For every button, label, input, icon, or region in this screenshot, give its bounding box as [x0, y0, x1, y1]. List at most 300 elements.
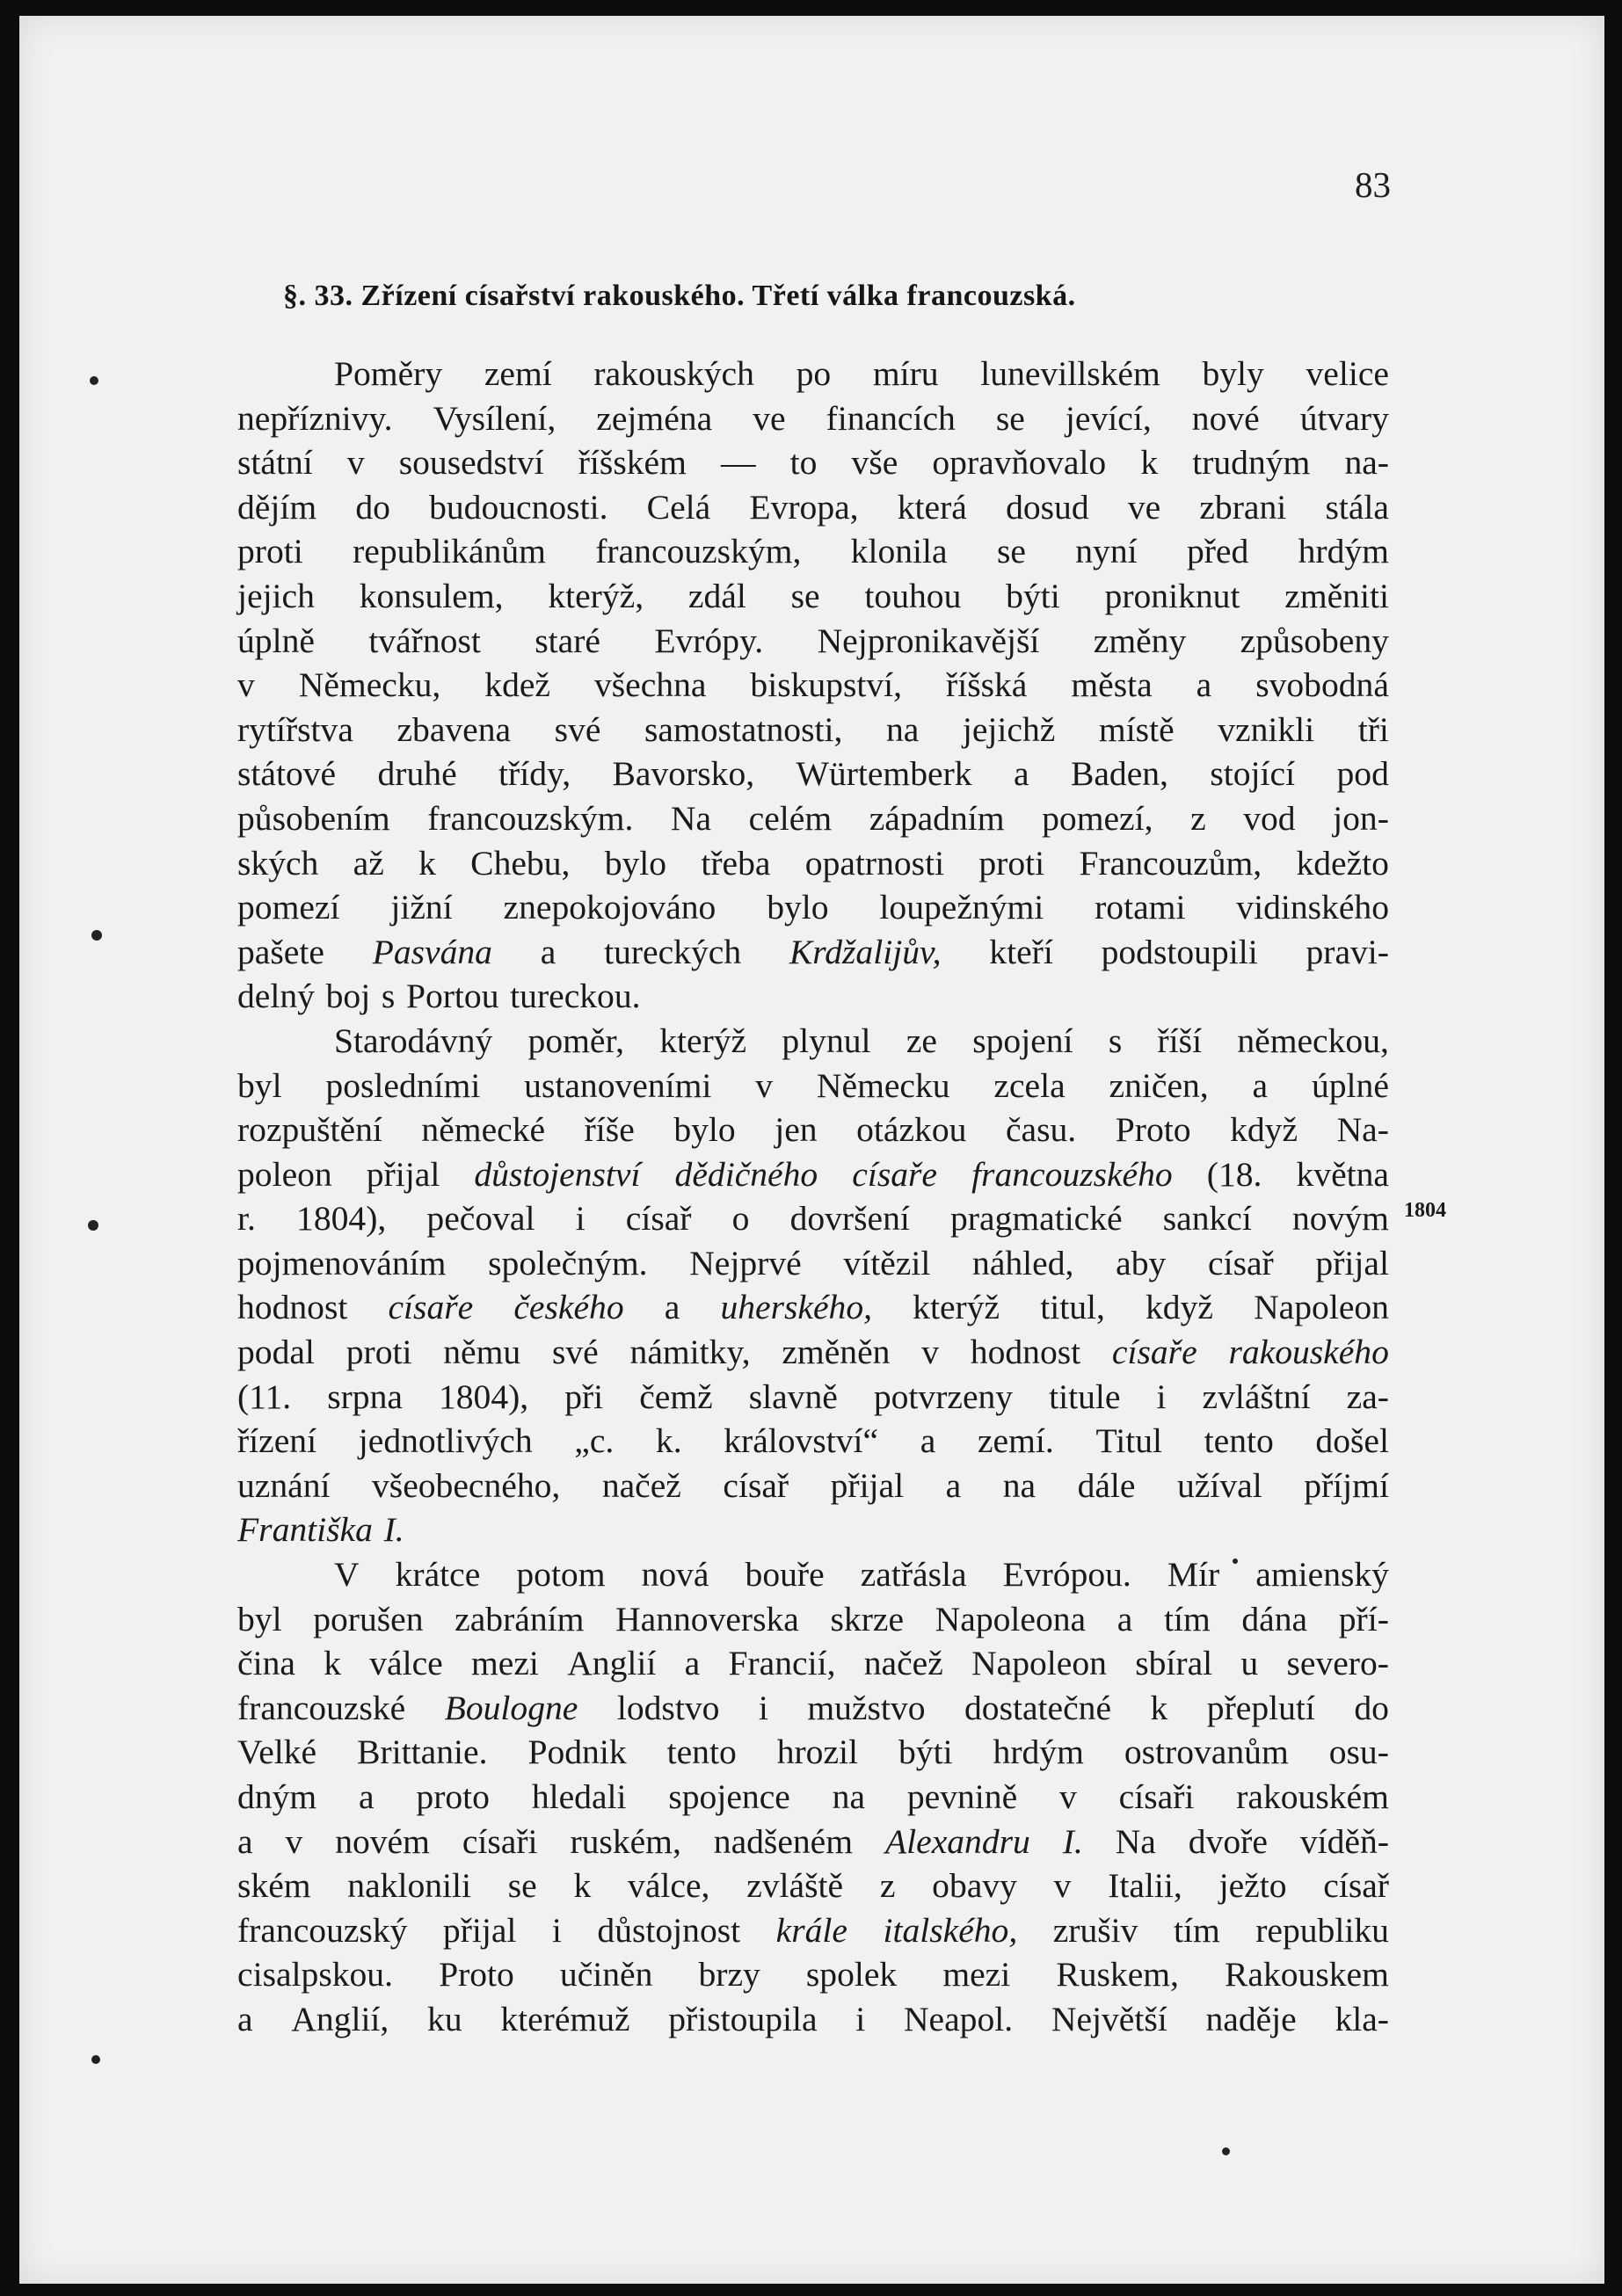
- text-line: [237, 529, 1389, 574]
- word: bylo: [604, 843, 667, 883]
- word: sousedství: [398, 443, 544, 483]
- word: za-: [1346, 1377, 1389, 1416]
- text-line: [237, 574, 1389, 619]
- word: před: [1186, 532, 1249, 571]
- word: ském: [237, 1866, 311, 1906]
- word: kterýž: [659, 1021, 747, 1060]
- word: otázkou: [856, 1110, 967, 1150]
- word: to: [789, 443, 818, 483]
- word: času.: [1005, 1110, 1077, 1150]
- word: námitky,: [629, 1333, 751, 1372]
- word: do: [355, 487, 390, 527]
- word: velice: [1306, 354, 1389, 393]
- word: císař: [1208, 1243, 1274, 1282]
- word: zvláště: [746, 1866, 844, 1906]
- word: císaře: [1111, 1333, 1197, 1372]
- word: dána: [1241, 1599, 1308, 1638]
- word: a: [684, 1644, 701, 1683]
- word: z: [879, 1866, 896, 1906]
- word: naděje: [1205, 1999, 1297, 2038]
- word: zrušiv: [1052, 1910, 1138, 1950]
- word: (18.: [1206, 1154, 1262, 1194]
- word: boj: [325, 977, 371, 1016]
- word: hodnost: [970, 1333, 1081, 1372]
- word: nadšeném: [713, 1821, 854, 1861]
- word: osu-: [1328, 1733, 1389, 1772]
- word: zejména: [596, 398, 713, 438]
- word: znepokojováno: [503, 888, 716, 927]
- word: z: [1190, 798, 1206, 838]
- word: dostatečné: [964, 1688, 1112, 1727]
- section-heading: §. 33. Zřízení císařství rakouského. Třetí válka francouzská.: [283, 280, 1076, 312]
- word: státové: [237, 754, 337, 794]
- word: biskupství,: [750, 665, 903, 705]
- word: tvářnost: [368, 621, 481, 660]
- word: němu: [443, 1333, 521, 1372]
- word: mezi: [471, 1644, 539, 1683]
- word: bouře: [745, 1555, 825, 1595]
- word: proti: [978, 843, 1045, 883]
- word: na: [832, 1777, 866, 1816]
- word: a: [1196, 665, 1212, 705]
- word: lodstvo: [616, 1688, 720, 1727]
- word: v: [237, 665, 255, 705]
- word: i: [551, 1910, 562, 1950]
- word: důstojenství: [474, 1154, 641, 1194]
- word: konsulem,: [359, 576, 504, 615]
- word: a: [664, 1288, 680, 1327]
- word: kteří: [989, 932, 1053, 971]
- word: sbíral: [1135, 1644, 1213, 1683]
- text-line: [237, 1419, 1389, 1464]
- word: pravi-: [1306, 932, 1389, 971]
- word: Proto: [439, 1955, 514, 1994]
- word: u: [1240, 1644, 1259, 1683]
- text-line: [237, 1820, 1389, 1864]
- word: a: [359, 1777, 375, 1816]
- word: proto: [416, 1777, 490, 1816]
- word: mužstvo: [807, 1688, 926, 1727]
- word: zbavena: [396, 709, 512, 749]
- word: nové: [1191, 398, 1260, 438]
- word: jejich: [237, 576, 315, 615]
- word: dovršení: [789, 1199, 910, 1239]
- word: poleon: [237, 1154, 332, 1194]
- word: rakouských: [593, 354, 754, 393]
- word: Evropa,: [749, 487, 859, 527]
- word: a: [540, 932, 556, 971]
- word: vznikli: [1218, 709, 1315, 749]
- word: změny: [1093, 621, 1187, 660]
- word: financích: [826, 398, 956, 438]
- text-line: [237, 930, 1389, 975]
- word: uznání: [237, 1465, 331, 1505]
- word: mezi: [942, 1955, 1011, 1994]
- word: rakouského: [1228, 1333, 1389, 1372]
- word: císaře: [852, 1154, 937, 1194]
- text-line: [237, 1019, 1389, 1064]
- word: titule: [1049, 1377, 1121, 1416]
- word: kterýž,: [548, 576, 644, 615]
- word: Pasvána: [372, 932, 492, 971]
- word: dědičného: [674, 1154, 818, 1194]
- word: způsobeny: [1240, 621, 1389, 660]
- word: třeba: [701, 843, 771, 883]
- word: když: [1230, 1110, 1298, 1150]
- word: ruském,: [570, 1821, 681, 1861]
- text-line: [237, 708, 1389, 752]
- word: učiněn: [559, 1955, 653, 1994]
- word: republiku: [1255, 1910, 1389, 1950]
- text-line: [237, 752, 1389, 796]
- word: jen: [775, 1110, 818, 1150]
- word: jejichž: [962, 709, 1056, 749]
- word: proniknut: [1104, 576, 1240, 615]
- word: Největší: [1051, 1999, 1167, 2038]
- word: Proto: [1115, 1110, 1191, 1150]
- word: tento: [666, 1733, 737, 1772]
- text-line: [237, 1108, 1389, 1152]
- word: hrdým: [1298, 532, 1389, 571]
- word: na: [885, 709, 920, 749]
- word: býti: [1006, 576, 1060, 615]
- word: pevnině: [906, 1777, 1018, 1816]
- word: místě: [1098, 709, 1175, 749]
- word: byl: [237, 1065, 282, 1105]
- word: uherského,: [720, 1288, 873, 1327]
- word: I.: [1062, 1821, 1083, 1861]
- word: francouzské: [237, 1688, 406, 1727]
- text-line: [237, 1686, 1389, 1731]
- word: císaře: [388, 1288, 474, 1327]
- word: potvrzeny: [873, 1377, 1014, 1416]
- text-line: [237, 1464, 1389, 1508]
- text-line: [237, 1196, 1389, 1241]
- word: Boulogne: [444, 1688, 578, 1727]
- word: společným.: [488, 1243, 648, 1282]
- word: úplně: [237, 621, 315, 660]
- word: Františka: [237, 1510, 373, 1550]
- word: jevící,: [1065, 398, 1152, 438]
- word: po: [796, 354, 832, 393]
- word: nyní: [1075, 532, 1138, 571]
- word: —: [720, 443, 756, 483]
- word: válce,: [628, 1866, 710, 1906]
- word: a: [1116, 1599, 1133, 1638]
- word: Titul: [1095, 1421, 1162, 1461]
- word: r.: [237, 1199, 256, 1239]
- word: dosud: [1006, 487, 1089, 527]
- word: hledali: [531, 1777, 627, 1816]
- word: pomezí: [237, 888, 340, 927]
- word: Chebu,: [470, 843, 571, 883]
- text-line: [237, 1997, 1389, 2042]
- word: potom: [516, 1555, 606, 1595]
- word: když: [1146, 1288, 1213, 1327]
- word: spolek: [805, 1955, 898, 1994]
- word: k: [324, 1644, 341, 1683]
- word: říšská: [946, 665, 1028, 705]
- text-line: [237, 1152, 1389, 1197]
- word: německou,: [1237, 1021, 1389, 1060]
- word: císař: [1323, 1866, 1389, 1906]
- word: staré: [535, 621, 600, 660]
- word: vše: [851, 443, 898, 483]
- word: došel: [1315, 1421, 1389, 1461]
- word: českého: [513, 1288, 624, 1327]
- word: pašete: [237, 932, 324, 971]
- word: jižní: [390, 888, 453, 927]
- word: Francií,: [728, 1644, 836, 1683]
- word: novým: [1292, 1199, 1389, 1239]
- word: porušen: [313, 1599, 424, 1638]
- word: tím: [1173, 1910, 1220, 1950]
- word: čina: [237, 1644, 295, 1683]
- word: celém: [748, 798, 833, 838]
- word: Anglií: [567, 1644, 657, 1683]
- word: byly: [1202, 354, 1264, 393]
- word: i: [575, 1199, 586, 1239]
- text-line: [237, 1908, 1389, 1953]
- word: tureckých: [604, 932, 742, 971]
- word: víděň-: [1299, 1821, 1389, 1861]
- word: ostrovanům: [1124, 1733, 1289, 1772]
- word: Italii,: [1108, 1866, 1182, 1906]
- word: kterémuž: [500, 1999, 630, 2038]
- word: a: [1013, 754, 1029, 794]
- word: pomezí,: [1042, 798, 1153, 838]
- text-line: [237, 1641, 1389, 1686]
- print-speck: [91, 930, 102, 941]
- word: císaři: [462, 1821, 538, 1861]
- word: Velké: [237, 1733, 317, 1772]
- word: býti: [898, 1733, 953, 1772]
- word: ku: [427, 1999, 462, 2038]
- word: nová: [641, 1555, 709, 1595]
- text-line: [237, 1508, 1389, 1552]
- word: města: [1071, 665, 1153, 705]
- word: jednotlivých: [358, 1421, 533, 1461]
- word: království“: [724, 1421, 879, 1461]
- word: svobodná: [1255, 665, 1389, 705]
- word: kdežto: [1296, 843, 1389, 883]
- word: rotami: [1095, 888, 1186, 927]
- word: francouzským.: [427, 798, 634, 838]
- text-line: [237, 841, 1389, 886]
- word: pří-: [1338, 1599, 1389, 1638]
- word: francouzský: [237, 1910, 408, 1950]
- word: pečoval: [426, 1199, 535, 1239]
- word: stála: [1325, 487, 1389, 527]
- word: své: [551, 1333, 599, 1372]
- word: o: [731, 1199, 750, 1239]
- word: I.: [383, 1510, 404, 1550]
- text-line: [237, 1775, 1389, 1820]
- word: útvary: [1299, 398, 1389, 438]
- word: „c.: [574, 1421, 615, 1461]
- print-speck: [1222, 2147, 1230, 2155]
- word: císař: [625, 1199, 692, 1239]
- word: dným: [237, 1777, 317, 1816]
- word: na: [1002, 1465, 1036, 1505]
- word: do: [1354, 1688, 1389, 1727]
- word: Napoleona: [935, 1599, 1087, 1638]
- word: v: [921, 1333, 940, 1372]
- word: v: [755, 1065, 774, 1105]
- word: říšském: [578, 443, 687, 483]
- word: hrdým: [993, 1733, 1084, 1772]
- word: se: [790, 576, 820, 615]
- word: zcela: [993, 1065, 1066, 1105]
- word: brzy: [698, 1955, 760, 1994]
- word: kla-: [1335, 1999, 1389, 2038]
- word: delný: [237, 977, 315, 1016]
- word: zbrani: [1199, 487, 1287, 527]
- text-line: [237, 440, 1389, 485]
- word: kdež: [484, 665, 550, 705]
- word: státní: [237, 443, 313, 483]
- word: přeplutí: [1206, 1688, 1315, 1727]
- word: ježto: [1218, 1866, 1287, 1906]
- word: i: [758, 1688, 768, 1727]
- word: nepříznivy.: [237, 398, 393, 438]
- word: naklonili: [347, 1866, 472, 1906]
- print-speck: [88, 1220, 98, 1231]
- word: Německu,: [298, 665, 441, 705]
- word: tři: [1357, 709, 1389, 749]
- word: v: [285, 1821, 303, 1861]
- word: republikánům: [353, 532, 546, 571]
- word: Krdžalijův,: [789, 932, 942, 971]
- word: jon-: [1333, 798, 1389, 838]
- word: proti: [345, 1333, 412, 1372]
- word: zvláštní: [1202, 1377, 1311, 1416]
- word: a: [237, 1999, 253, 2038]
- word: Alexandru: [884, 1821, 1030, 1861]
- word: kterýž: [913, 1288, 1000, 1327]
- word: Německu: [816, 1065, 950, 1105]
- word: lunevillském: [980, 354, 1160, 393]
- word: přijal: [830, 1465, 905, 1505]
- word: podal: [237, 1333, 315, 1372]
- word: ských: [237, 843, 319, 883]
- word: všeobecného,: [372, 1465, 561, 1505]
- word: k: [1150, 1688, 1168, 1727]
- word: Vysílení,: [433, 398, 556, 438]
- word: v: [1053, 1866, 1072, 1906]
- word: zdál: [687, 576, 746, 615]
- text-line: [237, 619, 1389, 664]
- text-line: [237, 885, 1389, 930]
- word: k.: [655, 1421, 682, 1461]
- book-page: [19, 16, 1604, 2284]
- word: aby: [1116, 1243, 1167, 1282]
- word: bylo: [767, 888, 829, 927]
- word: vidinského: [1236, 888, 1389, 927]
- word: zatřásla: [860, 1555, 967, 1595]
- text-line: [237, 1952, 1389, 1997]
- word: své: [554, 709, 601, 749]
- word: německé: [421, 1110, 546, 1150]
- word: s: [381, 977, 396, 1016]
- print-speck: [90, 376, 98, 385]
- word: ve: [753, 398, 786, 438]
- word: s: [1108, 1021, 1123, 1060]
- word: a: [237, 1821, 253, 1861]
- word: hodnost: [237, 1288, 348, 1327]
- word: dvoře: [1188, 1821, 1268, 1861]
- word: obavy: [932, 1866, 1017, 1906]
- word: Napoleon: [1254, 1288, 1389, 1327]
- word: a: [945, 1465, 962, 1505]
- word: válce: [369, 1644, 443, 1683]
- word: Ruskem,: [1056, 1955, 1179, 1994]
- word: působením: [237, 798, 390, 838]
- word: ustanoveními: [524, 1065, 712, 1105]
- word: zemí.: [977, 1421, 1054, 1461]
- word: dále: [1077, 1465, 1136, 1505]
- word: rakouském: [1236, 1777, 1389, 1816]
- word: francouzského: [971, 1154, 1173, 1194]
- word: krále: [775, 1910, 847, 1950]
- word: Portou: [405, 977, 499, 1016]
- word: všechna: [593, 665, 707, 705]
- word: Na: [1115, 1821, 1156, 1861]
- text-line: [237, 1730, 1389, 1775]
- word: Celá: [646, 487, 711, 527]
- print-speck: [1233, 1559, 1238, 1564]
- text-line: [237, 485, 1389, 530]
- word: Bavorsko,: [612, 754, 755, 794]
- word: Rakouskem: [1225, 1955, 1389, 1994]
- word: míru: [872, 354, 939, 393]
- word: Evrópy.: [654, 621, 764, 660]
- word: poměr,: [527, 1021, 624, 1060]
- word: dějím: [237, 487, 317, 527]
- word: (11.: [237, 1377, 292, 1416]
- text-line: [237, 1330, 1389, 1375]
- word: severo-: [1286, 1644, 1389, 1683]
- word: italského,: [883, 1910, 1018, 1950]
- word: Podnik: [527, 1733, 627, 1772]
- word: novém: [335, 1821, 430, 1861]
- word: přijal: [1315, 1243, 1389, 1282]
- body-text: [237, 352, 1389, 2042]
- word: říše: [584, 1110, 635, 1150]
- word: Poměry: [334, 354, 443, 393]
- word: cisalpskou.: [237, 1955, 393, 1994]
- word: i: [1156, 1377, 1167, 1416]
- word: trudným: [1192, 443, 1311, 483]
- word: Evrópou.: [1002, 1555, 1131, 1595]
- word: proti: [237, 532, 303, 571]
- word: slavně: [748, 1377, 838, 1416]
- word: se: [507, 1866, 537, 1906]
- word: stojící: [1210, 754, 1296, 794]
- word: května: [1296, 1154, 1389, 1194]
- word: úplné: [1311, 1065, 1389, 1105]
- word: loupežnými: [879, 888, 1044, 927]
- word: která: [897, 487, 967, 527]
- word: opatrnosti: [804, 843, 945, 883]
- word: řízení: [237, 1421, 317, 1461]
- word: pragmatické: [950, 1199, 1123, 1239]
- word: ve: [1127, 487, 1161, 527]
- word: v: [346, 443, 365, 483]
- page-number: 83: [1355, 164, 1391, 205]
- word: vítězil: [843, 1243, 931, 1282]
- text-line: [237, 1597, 1389, 1642]
